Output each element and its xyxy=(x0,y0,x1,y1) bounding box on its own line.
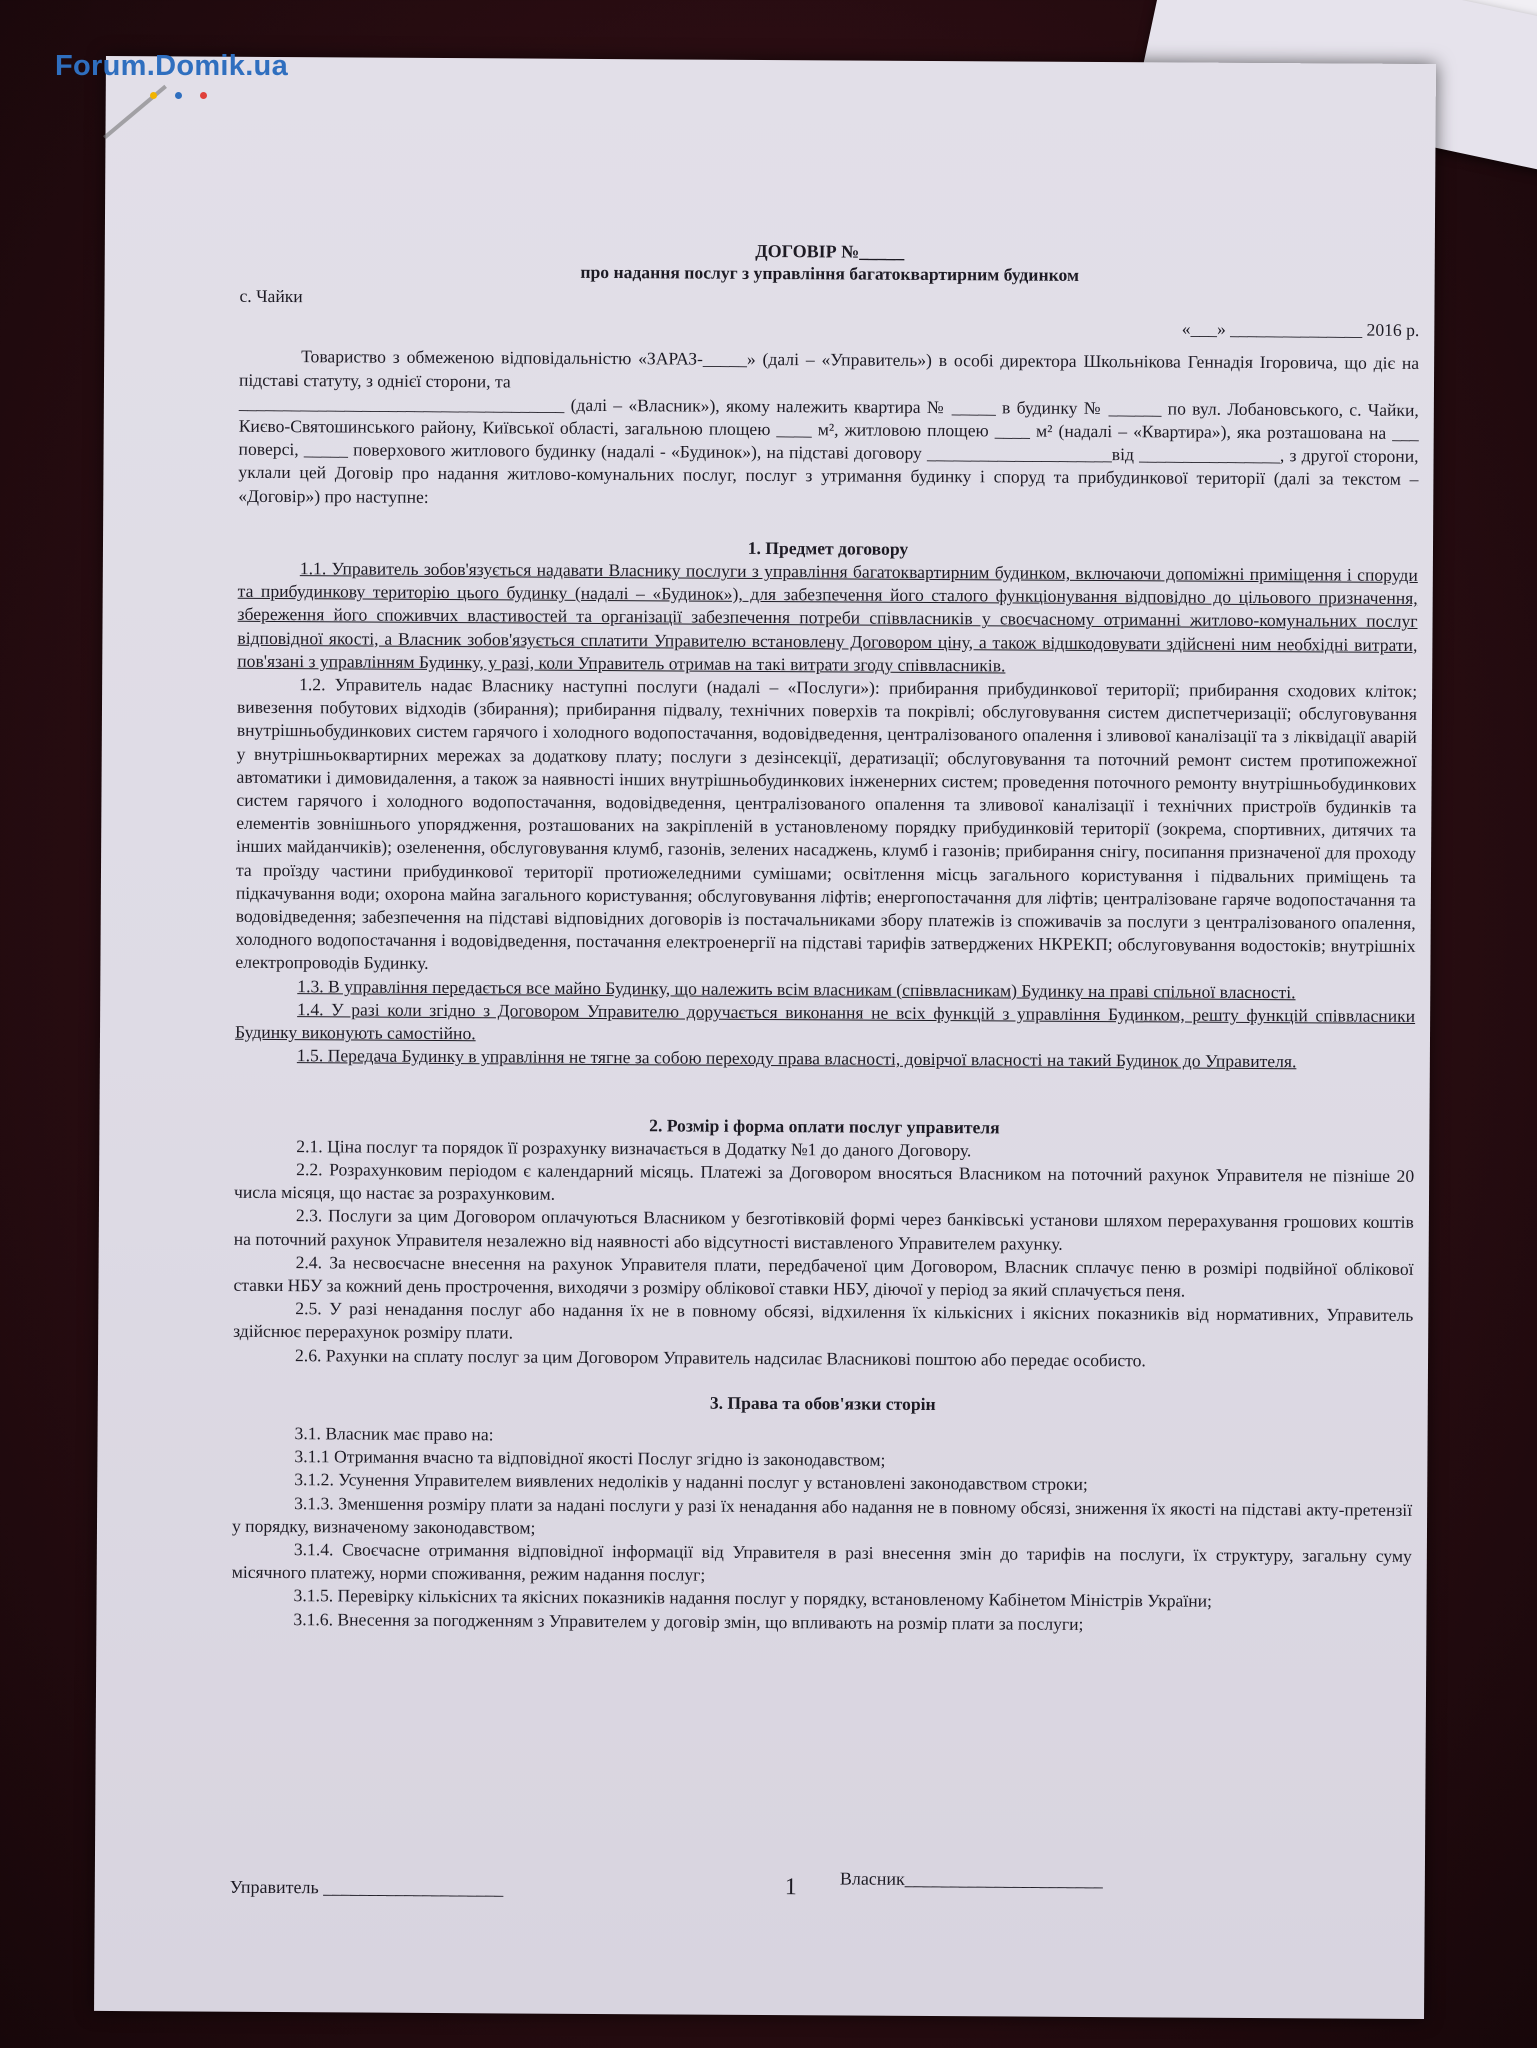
clause: 3.1.6. Внесення за погодженням з Управителем у договір змін, що впливають на розмір плати за послуги; xyxy=(293,1608,1084,1634)
clause: 1.4. У разі коли згідно з Договором Управителю доручається виконання не всіх функцій з управління Будинком, решту функцій співвласники Будинку виконують самостійно. xyxy=(234,999,1416,1044)
owner-signature: Власник______________________ xyxy=(839,1868,1103,1891)
clause: 2.3. Послуги за цим Договором оплачуються Власником у безготівковій формі через банківські установи шляхом перерахування грошових коштів на поточний рахунок Управителя незалежно від наявності або відсутності виставленого Управителем рахунку. xyxy=(233,1205,1414,1254)
date: «___» _______________ 2016 р. xyxy=(1181,318,1420,341)
section-title: 2. Розмір і форма оплати послуг управителя xyxy=(649,1114,1000,1137)
signature-footer xyxy=(229,1868,1410,1901)
document-title: ДОГОВІР №_____ xyxy=(755,240,905,262)
intro-paragraph: _____________________________________ (далі – «Власник»), якому належить квартира № _____ в будинку № ______ по вул. Лобановського, с. Чайки, Києво-Святошинського району, Київської області, загальною площею ____ м², житловою площею ____ м² (надалі – «Квартира»), яка розташована на ___ поверсі, _____ поверхового житлового будинку (надалі - «Будинок»), на підставі договору _____________________від ________________, з другої сторони, уклали цей Договір про надання житлово-комунальних послуг, послуг з утримання будинку і споруд та прибудинкової території (далі за текстом – «Договір») про наступне: xyxy=(238,392,1419,507)
clause: 3.1.4. Своєчасне отримання відповідної інформації від Управителя в разі внесення змін до тарифів на послуги, їх структуру, загальну суму місячного платежу, норми споживання, режим надання послуг; xyxy=(231,1539,1412,1585)
watermark-logo: Forum.Domik.ua xyxy=(55,50,288,82)
document-subtitle: про надання послуг з управління багатоквартирним будинком xyxy=(580,261,1080,285)
clause: 3.1.5. Перевірку кількісних та якісних показників надання послуг у порядку, встановленому Кабінетом Міністрів України; xyxy=(293,1585,1213,1612)
clause: 3.1.3. Зменшення розміру плати за надані послуги у разі їх ненадання або надання не в повному обсязі, зниження їх якості на підставі акту-претензії у порядку, визначеному законодавством; xyxy=(231,1492,1413,1538)
manager-signature: Управитель ____________________ xyxy=(229,1876,504,1899)
document-content xyxy=(231,237,1419,1638)
clause: 3.1.2. Усунення Управителем виявлених недоліків у наданні послуг у встановлені законодавством строки; xyxy=(294,1469,1088,1495)
intro-paragraph: Товариство з обмеженою відповідальністю «ЗАРАЗ-_____» (далі – «Управитель») в особі директора Школьнікова Геннадія Ігоровича, що діє на підставі статуту, з однієї сторони, та xyxy=(238,346,1420,392)
watermark-dots xyxy=(150,86,225,104)
page-number: 1 xyxy=(784,1874,797,1901)
clause: 3.1.1 Отримання вчасно та відповідної якості Послуг згідно із законодавством; xyxy=(294,1446,886,1470)
clause: 2.5. У разі ненадання послуг або надання їх не в повному обсязі, відхилення їх кількісних і якісних показників від нормативних, Управитель здійснює перерахунок розміру плати. xyxy=(233,1298,1414,1343)
clause: 1.5. Передача Будинку в управління не тягне за собою переходу права власності, довірчої власності на такий Будинок до Управителя. xyxy=(296,1045,1297,1072)
clause: 2.6. Рахунки на сплату послуг за цим Договором Управитель надсилає Власникові поштою або передає особисто. xyxy=(294,1344,1146,1370)
clause: 1.1. Управитель зобов'язується надавати Власнику послуги з управління багатоквартирним будинком, включаючи допоміжні приміщення і споруди та прибудинкову територію цього будинку (надалі – «Будинок»), для забезпечення його сталого функціонування відповідно до цільового призначення, збереження його споживчих властивостей та організації забезпечення потреби співвласників у своєчасному отриманні житлово-комунальних послуг відповідної якості, а Власник зобов'язується сплатити Управителю встановлену Договором ціну, а також відшкодовувати здійснені ним необхідні витрати, пов'язані з управлінням Будинку, у разі, коли Управитель отримав на такі витрати згоду співвласників. xyxy=(237,558,1418,676)
clause: 1.2. Управитель надає Власнику наступні послуги (надалі – «Послуги»): прибирання прибудинкової території; прибирання сходових кліток; вивезення побутових відходів (збирання); прибирання підвалу, технічних поверхів та покрівлі; обслуговування систем диспетчеризації; обслуговування внутрішньобудинкових систем гарячого і холодного водопостачання, водовідведення, централізованого опалення і зливової каналізації та з ліквідації аварій у внутрішньоквартирних мережах за додаткову плату; послуги з дезінсекції, дератизації; обслуговування та поточний ремонт систем протипожежної автоматики і димовидалення, а також за наявності інших внутрішньобудинкових інженерних систем; проведення поточного ремонту внутрішньобудинкових систем гарячого і холодного водопостачання, водовідведення, централізованого опалення та зливової каналізації і технічних пристроїв будинків та елементів зовнішнього упорядження, розташованих на закріпленій в установленому порядку прибудинковій території (зокрема, спортивних, дитячих та інших майданчиків); озеленення, обслуговування клумб, газонів, зелених насаджень, клумб і газонів; прибирання снігу, посипання призначеної для проходу та проїзду частини прибудинкової території протиожеледними сумішами; освітлення місць загального користування і підвальних приміщень та підкачування води; охорона майна загального користування; обслуговування ліфтів; енергопостачання для ліфтів; централізоване гаряче водопостачання та водовідведення; забезпечення на підставі відповідних договорів із постачальниками збору платежів із споживачів за послуги з централізованого опалення, холодного водопостачання і водовідведення, постачання електроенергії на підставі тарифів затверджених НКРЕКП; обслуговування водостоків; внутрішніх електропроводів Будинку. xyxy=(235,674,1418,974)
document-page xyxy=(94,56,1436,2019)
clause: 3.1. Власник має право на: xyxy=(294,1423,494,1445)
place: с. Чайки xyxy=(239,285,303,307)
clause: 2.4. За несвоєчасне внесення на рахунок Управителя плати, передбаченої цим Договором, Власник сплачує пеню в розмірі подвійної облікової ставки НБУ за кожний день прострочення, виходячи з розміру облікової ставки НБУ, діючої у період за який сплачується пеня. xyxy=(233,1251,1414,1301)
clause: 2.1. Ціна послуг та порядок її розрахунку визначається в Додатку №1 до даного Договору. xyxy=(296,1135,972,1160)
clause: 1.3. В управління передається все майно Будинку, що належить всім власникам (співвласникам) Будинку на праві спільної власності. xyxy=(297,975,1296,1002)
section-title: 1. Предмет договору xyxy=(747,537,909,559)
clause: 2.2. Розрахунковим періодом є календарний місяць. Платежі за Договором вносяться Власником на поточний рахунок Управителя не пізніше 20 числа місяця, що настає за розрахунковим. xyxy=(233,1159,1415,1204)
section-title: 3. Права та обов'язки сторін xyxy=(709,1392,936,1414)
